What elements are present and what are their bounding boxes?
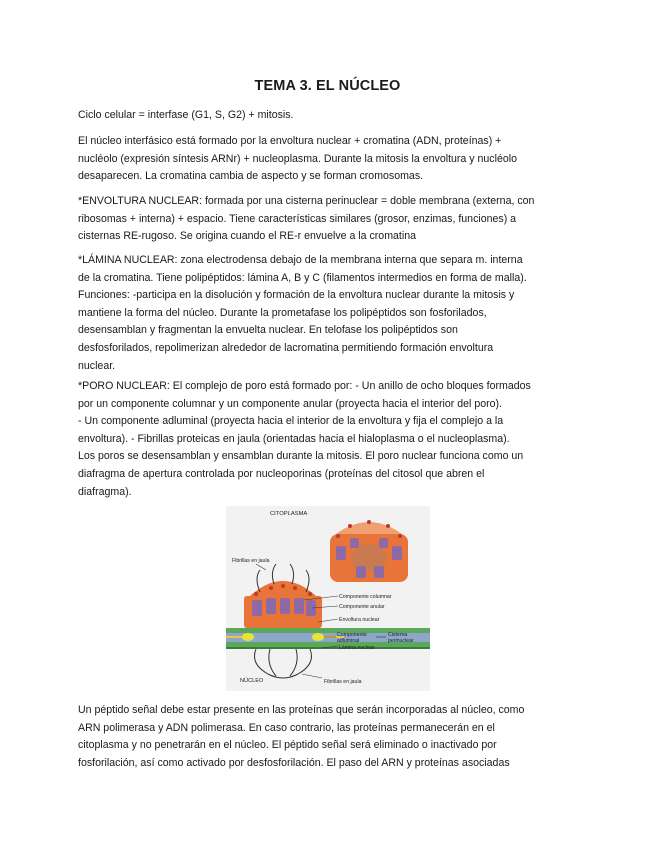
paragraph-nuclear-pore (78, 378, 580, 501)
label-componente-anular: Componente anular (339, 604, 385, 610)
text-line: nuclear. (78, 359, 116, 372)
nuclear-pore-illustration (226, 506, 430, 691)
text-line: desensamblan y fragmentan la envuelta nuclear. En telofase los polipéptidos son (78, 324, 458, 337)
text-line: - Un componente adluminal (proyecta hacia el interior de la envoltura y fija el complejo a la (78, 415, 504, 428)
page-title: TEMA 3. EL NÚCLEO (254, 78, 401, 94)
label-adluminal: adluminal (337, 638, 360, 644)
label-fibrillas-bottom: Fibrillas en jaula (324, 679, 362, 685)
text-line: citoplasma y no penetrarán en el núcleo. El péptido señal será eliminado o inactivado por (78, 739, 497, 752)
paragraph-nuclear-lamina (78, 252, 580, 375)
text-line: por un componente columnar y un componente anular (proyecta hacia el interior del poro). (78, 397, 502, 410)
text-line: *ENVOLTURA NUCLEAR: formada por una cisterna perinuclear = doble membrana (externa, con (78, 195, 535, 207)
text-line: mantiene la forma del núcleo. Durante la prometafase los polipéptidos son fosforilados, (78, 306, 487, 319)
adluminal-left (242, 633, 254, 641)
label-nucleo: NÚCLEO (240, 678, 264, 684)
paragraph-signal-peptide (78, 702, 580, 772)
label-citoplasma: CITOPLASMA (270, 511, 308, 517)
adluminal-right (312, 633, 324, 641)
text-line: fosforilación, así como activado por desfosforilación. El paso del ARN y proteínas asociadas (78, 756, 510, 769)
paragraph-nucleus-intro (78, 133, 580, 186)
label-cisterna: Cisterna (388, 632, 408, 638)
text-line: diafragma de apertura controlada por nucleoporinas (proteínas del citosol que abren el (78, 467, 485, 480)
text-line: cisternas RE-rugoso. Se origina cuando el RE-r envuelve a la cromatina (78, 230, 416, 243)
paragraph-nuclear-envelope (78, 193, 580, 246)
text-line: Los poros se desensamblan y ensamblan durante la mitosis. El poro nuclear funciona como un (78, 450, 524, 463)
text-line: Ciclo celular = interfase (G1, S, G2) + mitosis. (78, 109, 294, 121)
label-perinuclear: perinuclear (388, 638, 414, 644)
label-envoltura-nuclear: Envoltura nuclear (339, 617, 380, 623)
text-line: *PORO NUCLEAR: El complejo de poro está formado por: - Un anillo de ocho bloques formados (78, 380, 531, 392)
text-line: desfosforilados, repolimerizan alrededor de lacromatina permitiendo formación envoltura (78, 341, 494, 354)
label-lamina-nuclear: Lámina nuclear (339, 645, 375, 651)
text-line: envoltura). - Fibrillas proteicas en jaula (orientadas hacia el hialoplasma o el nucleoplasma). (78, 432, 510, 445)
label-componente-columnar: Componente columnar (339, 594, 392, 600)
text-line: ARN polimerasa y ADN polimerasa. En caso contrario, las proteínas permanecerán en el (78, 721, 495, 734)
label-fibrillas-top: Fibrillas en jaula (232, 558, 270, 564)
text-line: El núcleo interfásico está formado por la envoltura nuclear + cromatina (ADN, proteínas) + (78, 135, 502, 147)
text-line: desaparecen. La cromatina cambia de aspecto y se forman cromosomas. (78, 170, 424, 183)
paragraph-cell-cycle (78, 107, 580, 125)
text-line: Funciones: -participa en la disolución y formación de la envoltura nuclear durante la mitosis y (78, 289, 515, 302)
text-line: diafragma). (78, 485, 132, 498)
text-line: *LÁMINA NUCLEAR: zona electrodensa debajo de la membrana interna que separa m. interna (78, 254, 523, 266)
text-line: ribosomas + interna) + espacio. Tiene características similares (grosor, enzimas, funciones) a (78, 212, 517, 225)
text-line: nucléolo (expresión síntesis ARNr) + nucleoplasma. Durante la mitosis la envoltura y nucléolo (78, 152, 517, 165)
label-componente: Componente (337, 632, 367, 638)
text-line: de la cromatina. Tiene polipéptidos: lámina A, B y C (filamentos intermedios en forma de malla). (78, 271, 527, 284)
nuclear-pore-diagram (226, 506, 430, 691)
text-line: Un péptido señal debe estar presente en las proteínas que serán incorporadas al núcleo, como (78, 704, 525, 716)
